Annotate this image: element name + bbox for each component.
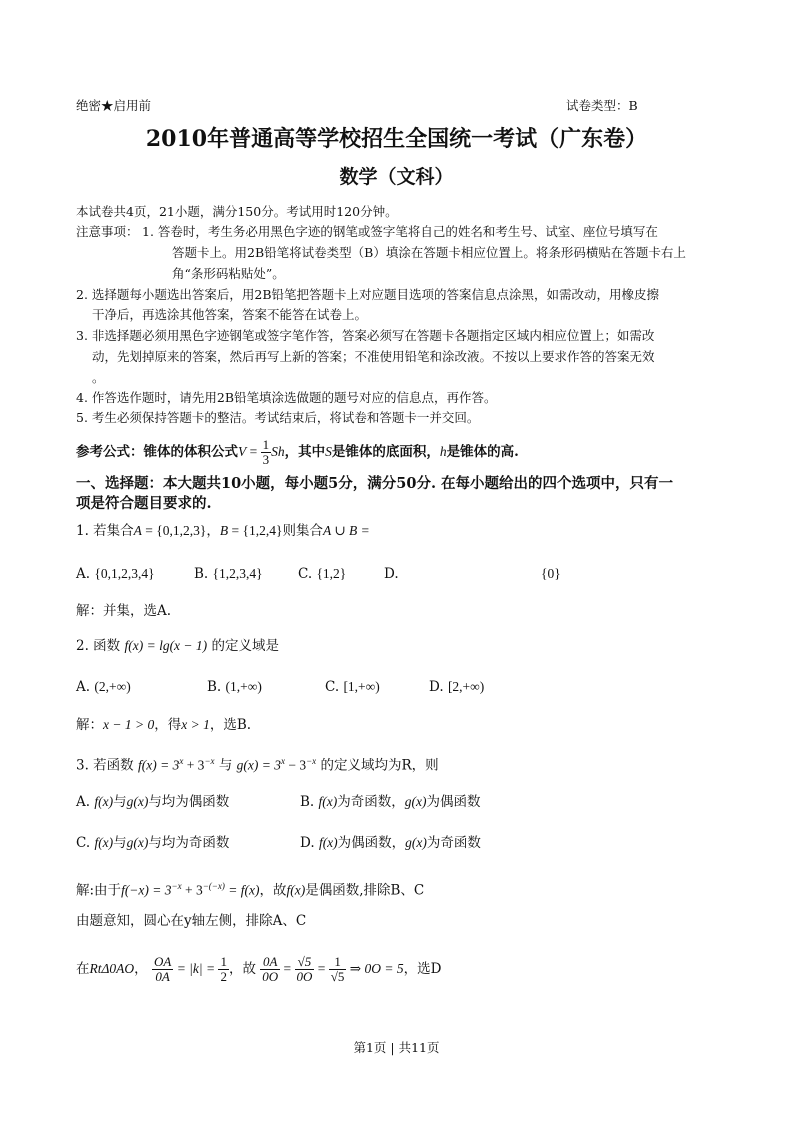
note-3-line-1: 3. 非选择题必须用黑色字迹钢笔或签字笔作答，答案必须写在答题卡各题指定区域内相应位置上；如需改	[76, 328, 655, 343]
extra-frac-5-num: 1	[329, 955, 347, 970]
q3-option-c-f: f(x)	[94, 835, 114, 850]
q3-option-b-label: B.	[300, 794, 315, 810]
q1-option-a-label: A.	[76, 566, 91, 582]
extra-l2-comma: ，	[134, 961, 148, 977]
formula-h: h	[439, 444, 447, 459]
q1-option-a-value: {0,1,2,3,4}	[94, 566, 155, 581]
q3-option-b-g: g(x)	[404, 794, 427, 809]
extra-frac-3	[260, 955, 280, 984]
extra-frac-4-num: √5	[295, 955, 315, 970]
formula-tail: 是锥体的高.	[446, 444, 519, 460]
q2-stem-post: 的定义域是	[211, 638, 279, 654]
q1-stem-pre: 1. 若集合	[76, 523, 134, 539]
q3-option-d-label: D.	[300, 835, 315, 851]
q3-option-b-mid: 为奇函数，	[337, 794, 405, 810]
q2-option-c	[325, 678, 380, 696]
q1-stem-post: 则集合	[282, 523, 323, 539]
extra-l2-tri: RtΔ0AO	[89, 961, 135, 976]
section-1-line-1: 一、选择题：本大题共10小题，每小题5分，满分50分. 在每小题给出的四个选项中，只有一	[76, 475, 674, 492]
q2-sol-mid: ，得	[154, 717, 182, 733]
question-3-stem	[76, 752, 439, 775]
q3-option-a-post: 与均为偶函数	[148, 794, 230, 810]
q3-option-d-g: g(x)	[405, 835, 427, 850]
extra-frac-2-num: 1	[220, 954, 227, 969]
extra-frac-5	[329, 955, 347, 984]
q3-sol-f: f(x)	[286, 882, 306, 898]
q2-option-c-value: [1,+∞)	[343, 679, 380, 694]
q3-g-sup1: x	[280, 756, 285, 766]
formula-v: V	[238, 444, 247, 459]
q2-expr: f(x) = lg(x − 1)	[124, 638, 208, 653]
extra-frac-3-den: 0O	[262, 969, 279, 984]
extra-l2-impl: ⇒ 0O = 5	[346, 961, 404, 976]
q3-option-c-g: g(x)	[126, 835, 149, 850]
q2-option-a-value: (2,+∞)	[94, 679, 131, 694]
extra-l2-pre: 在	[76, 961, 90, 977]
q3-option-a	[76, 793, 229, 811]
q1-option-d-label: D.	[384, 566, 399, 582]
q2-solution	[76, 716, 251, 734]
q3-mid: 与	[218, 757, 233, 774]
q2-option-d	[429, 678, 484, 696]
q3-option-d	[300, 834, 481, 852]
q2-sol-e2: x > 1	[181, 717, 210, 732]
formula-numerator: 1	[262, 437, 270, 452]
note-2-line-1: 2. 选择题每小题选出答案后，用2B铅笔把答题卡上对应题目选项的答案信息点涂黑，如需改动，用橡皮擦	[76, 287, 660, 302]
q3-g-minus: − 3	[284, 757, 307, 773]
q3-option-b-f: f(x)	[318, 794, 338, 809]
reference-formula	[76, 434, 519, 470]
q1-solution: 解：并集，选A.	[76, 603, 172, 619]
question-1-stem	[76, 522, 370, 540]
q3-sol-post: 是偶函数,排除B、C	[305, 882, 425, 899]
q3-f-sup1: x	[179, 756, 184, 766]
q3-f-sup2: −x	[204, 756, 215, 766]
q3-option-c-label: C.	[76, 835, 91, 851]
extra-frac-4	[295, 955, 315, 984]
q1-a: A	[133, 523, 142, 538]
q3-option-c-post: 与均为奇函数	[148, 835, 230, 851]
extra-l2-eq2: =	[314, 961, 329, 976]
q3-stem-pre: 3. 若函数	[76, 757, 134, 774]
q3-stem-post: 的定义域均为R，则	[320, 757, 439, 774]
note-4: 4. 作答选作题时，请先用2B铅笔填涂选做题的题号对应的信息点，再作答。	[76, 390, 497, 405]
page-subtitle: 数学（文科）	[339, 166, 454, 188]
intro-text: 本试卷共4页，21小题，满分150分。考试用时120分钟。	[76, 204, 398, 219]
q1-option-d-value: {0}	[541, 566, 561, 581]
q2-option-d-label: D.	[429, 679, 444, 695]
q3-sol-expr1: f(−x) = 3	[121, 882, 172, 898]
q1-set-b: = {1,2,4}	[228, 523, 283, 538]
q3-option-a-label: A.	[76, 794, 91, 810]
q1-option-b	[194, 565, 263, 583]
q2-option-b	[207, 678, 262, 696]
q2-option-d-value: [2,+∞)	[447, 679, 485, 694]
q2-stem-pre: 2. 函数	[76, 638, 121, 654]
q1-option-c-label: C.	[298, 566, 313, 582]
note-1-line-2: 答题卡上。用2B铅笔将试卷类型（B）填涂在答题卡相应位置上。将条形码横贴在答题卡右上	[172, 245, 686, 260]
extra-frac-1	[152, 955, 173, 984]
q1-option-a	[76, 565, 155, 583]
q2-sol-pre: 解：	[76, 717, 103, 733]
q3-option-c	[76, 834, 229, 852]
note-3-line-3: 。	[92, 370, 105, 385]
q3-sol-sup2: −(−x)	[202, 881, 225, 891]
page-footer: 第1页 | 共11页	[353, 1040, 440, 1055]
extra-line-1: 由题意知，圆心在y轴左侧，排除A、C	[76, 913, 307, 929]
q3-option-c-mid: 与	[113, 835, 127, 851]
note-5: 5. 考生必须保持答题卡的整洁。考试结束后，将试卷和答题卡一并交回。	[76, 410, 480, 425]
q3-sol-mid: ，故	[259, 882, 287, 899]
q2-sol-post: ，选B.	[209, 717, 252, 733]
formula-s: S	[325, 444, 332, 459]
notes-label: 注意事项：	[76, 224, 139, 239]
question-2-stem	[76, 637, 279, 655]
q2-sol-e1: x − 1 > 0	[103, 717, 155, 732]
q3-option-d-mid: 为偶函数，	[337, 835, 406, 851]
formula-sh: Sh	[271, 444, 285, 459]
page-title: 2010年普通高等学校招生全国统一考试（广东卷）	[145, 126, 648, 152]
extra-frac-4-den: 0O	[296, 969, 313, 984]
formula-mid: ，其中	[284, 444, 326, 460]
extra-l2-post: ，选D	[403, 961, 442, 977]
q1-expr: A ∪ B =	[322, 523, 370, 538]
q3-f-expr: f(x) = 3	[137, 757, 180, 773]
q1-option-c	[298, 565, 346, 583]
extra-frac-5-den: √5	[330, 969, 345, 984]
q3-g-expr: g(x) = 3	[236, 757, 281, 773]
q3-option-b	[300, 793, 480, 811]
q1-option-c-value: {1,2}	[316, 566, 347, 581]
q3-option-d-post: 为奇函数	[426, 835, 481, 851]
q3-sol-pre: 解:由于	[76, 882, 122, 899]
section-1-line-2: 项是符合题目要求的.	[76, 495, 212, 512]
note-3-line-2: 动，先划掉原来的答案，然后再写上新的答案；不准使用铅笔和涂改液。不按以上要求作答的答案无效	[92, 349, 655, 364]
extra-l2-mid: ，故	[228, 961, 256, 977]
q2-option-c-label: C.	[325, 679, 340, 695]
extra-frac-2-den: 2	[220, 969, 227, 984]
header-right: 试卷类型：B	[566, 98, 638, 113]
extra-l2-eq1: =	[280, 961, 295, 976]
extra-l2-abs: = |k| =	[173, 961, 219, 976]
q2-option-b-label: B.	[207, 679, 222, 695]
q3-option-a-g: g(x)	[126, 794, 149, 809]
q3-option-b-post: 为偶函数	[426, 794, 481, 810]
extra-frac-2	[218, 955, 229, 984]
q3-sol-plus: + 3	[181, 882, 203, 898]
q3-f-plus: + 3	[183, 757, 205, 773]
formula-eq: =	[246, 444, 261, 459]
note-1-line-3: 角“条形码粘贴处”。	[172, 266, 285, 281]
q2-option-b-value: (1,+∞)	[225, 679, 262, 694]
note-2-line-2: 干净后，再选涂其他答案，答案不能答在试卷上。	[92, 307, 368, 322]
q1-option-b-value: {1,2,3,4}	[212, 566, 263, 581]
extra-frac-1-num: OA	[153, 954, 172, 969]
extra-line-2	[76, 948, 441, 990]
q3-option-d-f: f(x)	[318, 835, 338, 850]
q2-option-a-label: A.	[76, 679, 91, 695]
header-left: 绝密★启用前	[76, 98, 152, 113]
q1-b: B	[219, 523, 229, 538]
q1-set-a: = {0,1,2,3}，	[141, 523, 220, 538]
extra-frac-3-num: 0A	[260, 955, 280, 970]
q3-sol-sup1: −x	[171, 881, 182, 891]
q2-option-a	[76, 678, 131, 696]
q3-option-a-f: f(x)	[94, 794, 114, 809]
q1-option-b-label: B.	[194, 566, 209, 582]
q3-solution	[76, 877, 424, 900]
formula-denominator: 3	[262, 452, 270, 467]
formula-mid2: 是锥体的底面积，	[331, 444, 440, 460]
formula-lead: 参考公式：锥体的体积公式	[76, 444, 238, 460]
q3-g-sup2: −x	[306, 756, 317, 766]
q3-option-a-mid: 与	[113, 794, 127, 810]
formula-fraction	[261, 438, 272, 467]
note-1-line-1: 1. 答卷时，考生务必用黑色字迹的钢笔或签字笔将自己的姓名和考生号、试室、座位号填写在	[142, 224, 658, 239]
extra-frac-1-den: 0A	[155, 969, 170, 984]
q3-sol-eq: = f(x)	[224, 882, 260, 898]
